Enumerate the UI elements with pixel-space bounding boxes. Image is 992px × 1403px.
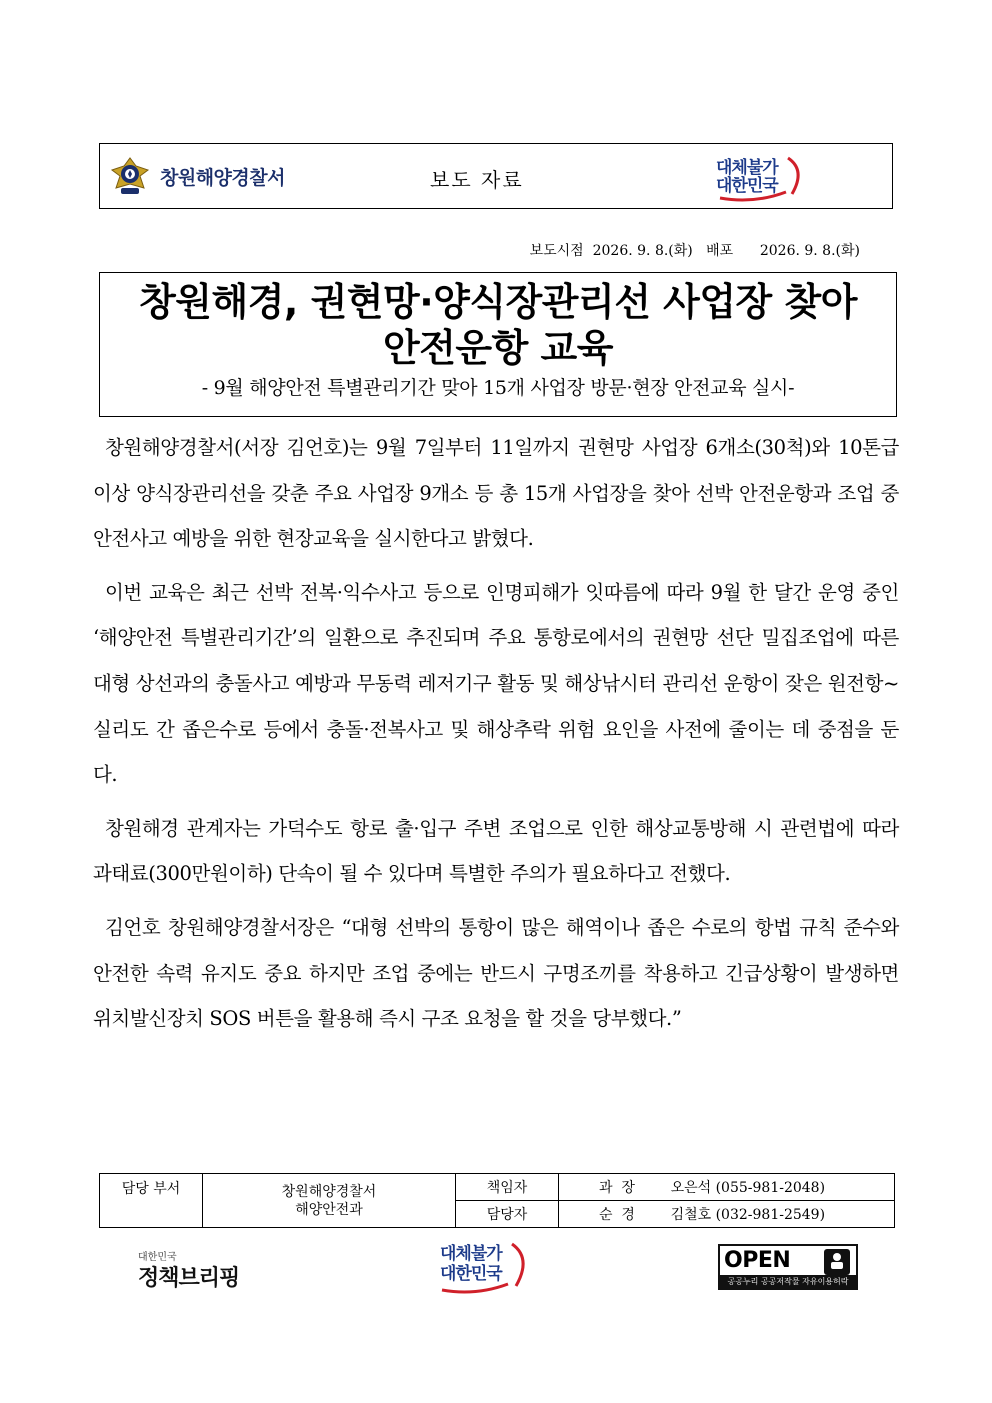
- paragraph: 이번 교육은 최근 선박 전복·익수사고 등으로 인명피해가 잇따름에 따라 9월 한 달간 운영 중인 ‘해양안전 특별관리기간’의 일환으로 추진되며 주요 통항로에서의 권현망 선단 밀집조업에 따른 대형 상선과의 충돌사고 예방과 무동력 레저기구 활동 및 해상낚시터 관리선 운항이 잦은 원전항~실리도 간 좁은수로 등에서 충돌·전복사고 및 해상추락 위험 요인을 사전에 줄이는 데 중점을 둔다.: [93, 580, 899, 787]
- footer-brand-logo: [436, 1240, 536, 1296]
- contact-table: [99, 1173, 895, 1228]
- contact-row: [100, 1174, 895, 1201]
- open-label: OPEN: [724, 1248, 791, 1273]
- headline-title: [100, 279, 896, 371]
- paragraph: 창원해양경찰서(서장 김언호)는 9월 7일부터 11일까지 권현망 사업장 6개소(30척)와 10톤급 이상 양식장관리선을 갖춘 주요 사업장 9개소 등 총 15개 사업장을 찾아 선박 안전운항과 조업 중 안전사고 예방을 위한 현장교육을 실시한다고 밝혔다.: [93, 436, 899, 551]
- role-cell: 책임자: [456, 1174, 559, 1201]
- dept-name: [203, 1174, 456, 1228]
- person-name: 오은석 (055-981-2048): [670, 1180, 826, 1196]
- dept-line1: 창원해양경찰서: [281, 1183, 377, 1200]
- org-logo: [110, 154, 285, 198]
- person-cell: [559, 1174, 895, 1201]
- policy-logo-big: 정책브리핑: [138, 1266, 240, 1291]
- brand-line1: 대체불가: [716, 158, 778, 178]
- policy-logo-small: 대한민국: [138, 1252, 177, 1263]
- dept-label: 담당 부서: [100, 1174, 203, 1228]
- role-cell: 담당자: [456, 1201, 559, 1228]
- coast-guard-emblem-icon: [110, 154, 150, 198]
- person-position: 과 장: [599, 1180, 635, 1196]
- headline-subtitle: - 9월 해양안전 특별관리기간 맞아 15개 사업장 방문·현장 안전교육 실시-: [201, 377, 795, 399]
- release-dates: 보도시점 2026. 9. 8.(화) 배포 2026. 9. 8.(화): [529, 243, 860, 259]
- headline-line1: 창원해경, 권현망·양식장관리선 사업장 찾아: [139, 280, 857, 324]
- header-box: [99, 143, 893, 209]
- brand-line2: 대한민국: [716, 176, 778, 196]
- person-position: 순 경: [599, 1207, 635, 1223]
- brand-line1: 대체불가: [440, 1244, 502, 1264]
- footer-logos: [0, 1240, 992, 1300]
- org-name: 창원해양경찰서: [160, 166, 285, 189]
- article-body: [93, 425, 899, 1050]
- headline-box: [99, 272, 897, 417]
- person-name: 김철호 (032-981-2549): [670, 1207, 826, 1223]
- kogl-open-license-logo: [718, 1244, 858, 1290]
- attribution-badge-icon: [824, 1249, 850, 1275]
- headline-line2: 안전운항 교육: [383, 326, 613, 370]
- open-license-strip: 공공누리 공공저작물 자유이용허락: [720, 1275, 856, 1288]
- paragraph: 창원해경 관계자는 가덕수도 항로 출·입구 주변 조업으로 인한 해상교통방해 시 관련법에 따라 과태료(300만원이하) 단속이 될 수 있다며 특별한 주의가 필요하다고 전했다.: [93, 816, 899, 886]
- brand-logo: [714, 152, 814, 204]
- press-release-label: 보도 자료: [430, 168, 524, 192]
- person-cell: [559, 1201, 895, 1228]
- policy-briefing-logo: [138, 1248, 239, 1292]
- paragraph: 김언호 창원해양경찰서장은 “대형 선박의 통항이 많은 해역이나 좁은 수로의 항법 규칙 준수와 안전한 속력 유지도 중요 하지만 조업 중에는 반드시 구명조끼를 착용하고 긴급상황이 발생하면 위치발신장치 SOS 버튼을 활용해 즉시 구조 요청을 할 것을 당부했다.”: [93, 915, 899, 1031]
- dept-line2: 해양안전과: [295, 1201, 363, 1218]
- brand-line2: 대한민국: [440, 1264, 502, 1284]
